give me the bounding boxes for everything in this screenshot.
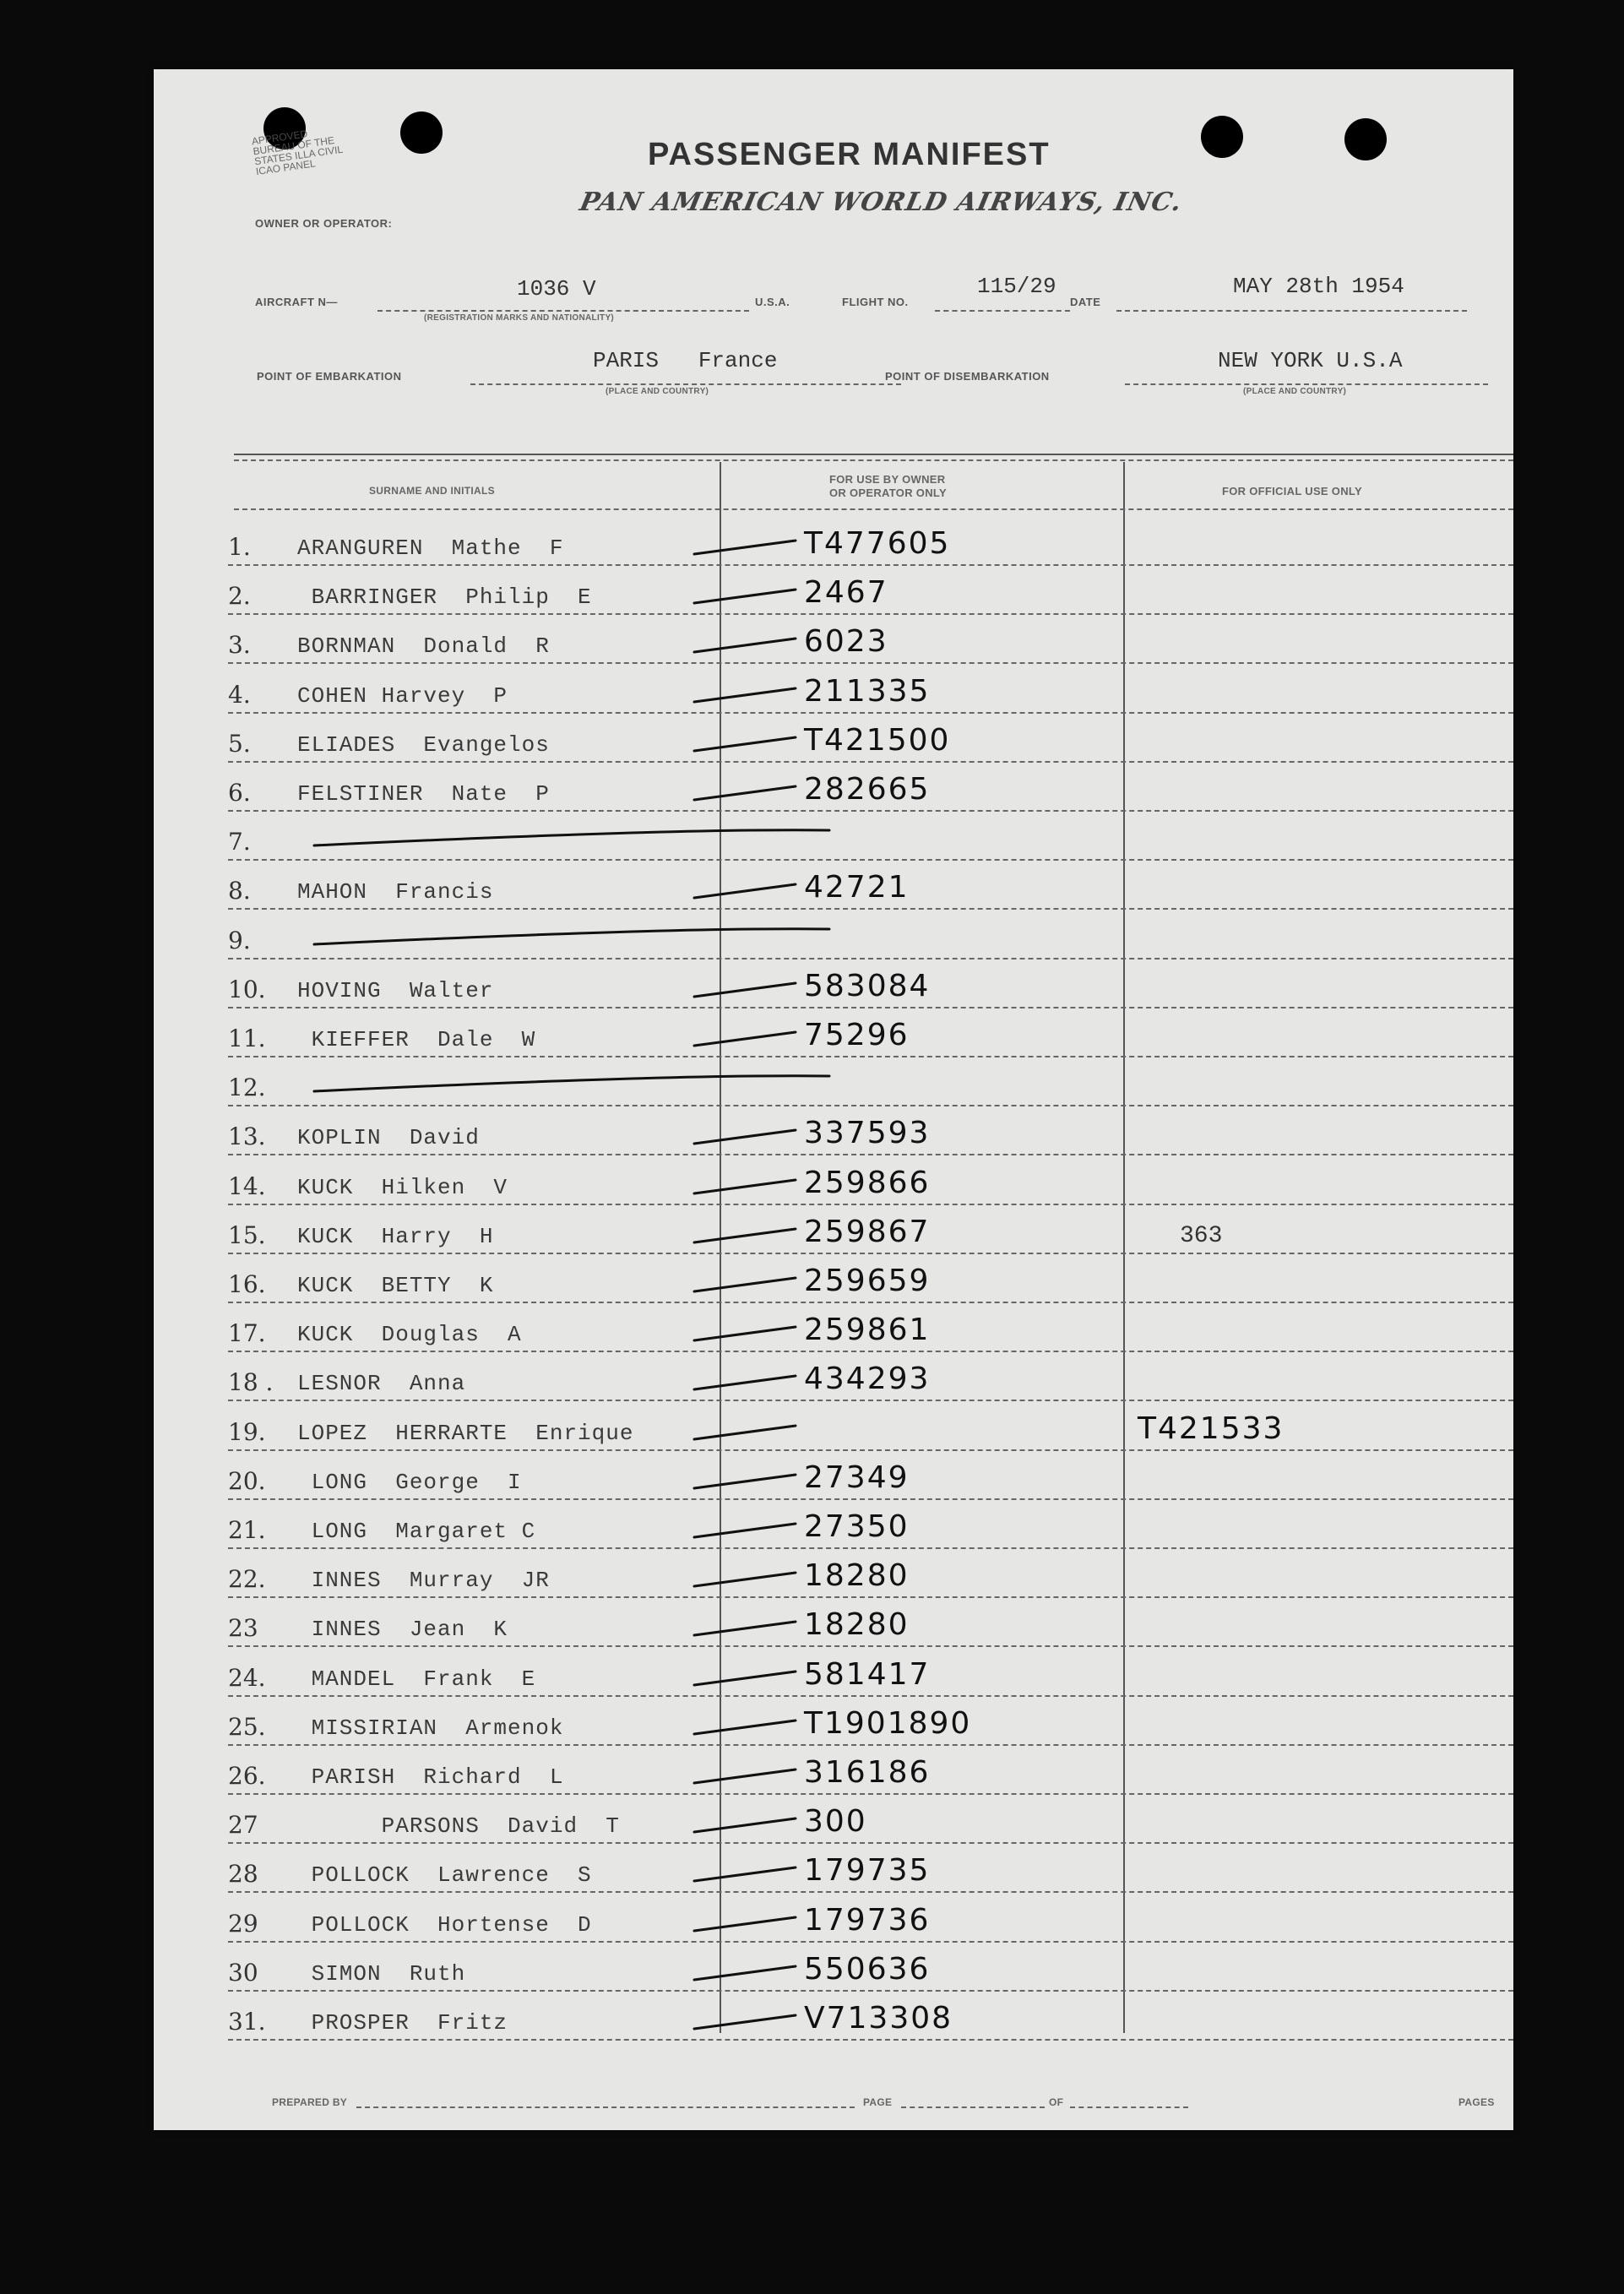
aircraft-underline	[377, 310, 749, 312]
header-rule	[234, 508, 1513, 510]
passenger-name: SIMON Ruth	[297, 1960, 466, 1987]
row-number: 21.	[228, 1516, 266, 1544]
check-mark	[154, 1205, 1513, 1254]
table-row	[154, 1205, 1513, 1254]
registration-caption: (REGISTRATION MARKS AND NATIONALITY)	[424, 313, 615, 323]
page-underline	[901, 2106, 1045, 2108]
passenger-name: LOPEZ HERRARTE Enrique	[297, 1420, 634, 1446]
row-number: 16.	[228, 1270, 266, 1298]
aircraft-value: 1036 V	[517, 276, 596, 302]
row-number: 5.	[228, 729, 251, 758]
passenger-name: COHEN Harvey P	[297, 682, 508, 709]
check-mark	[154, 1254, 1513, 1303]
disembark-value: NEW YORK U.S.A	[1218, 348, 1403, 373]
document-number: 434293	[804, 1362, 931, 1397]
row-number: 29	[228, 1909, 258, 1938]
document-number: 75296	[804, 1018, 910, 1052]
document-number: T421500	[804, 722, 951, 758]
disembark-underline	[1125, 383, 1488, 385]
document-number: 259861	[804, 1313, 931, 1348]
document-number: 179736	[804, 1902, 931, 1938]
usa-label: U.S.A.	[755, 296, 790, 308]
punch-hole	[1344, 118, 1387, 160]
table-row	[154, 1844, 1513, 1893]
check-mark	[154, 763, 1513, 812]
document-number: 259659	[804, 1264, 931, 1298]
table-row	[154, 1451, 1513, 1500]
row-number: 30	[228, 1958, 258, 1987]
check-mark	[154, 911, 1513, 959]
passenger-name: KOPLIN David	[297, 1125, 480, 1151]
check-mark	[154, 566, 1513, 615]
passenger-name: LESNOR Anna	[297, 1371, 466, 1397]
document-number: 18280	[804, 1558, 910, 1594]
row-number: 28	[228, 1860, 258, 1889]
document-number: 282665	[804, 772, 931, 807]
row-number: 26.	[228, 1762, 266, 1790]
document-number: 179735	[804, 1853, 931, 1889]
document-number: T477605	[804, 526, 951, 561]
row-number: 13.	[228, 1123, 266, 1151]
check-mark	[154, 1943, 1513, 1992]
table-row	[154, 1352, 1513, 1401]
embark-underline	[470, 383, 901, 385]
check-mark	[154, 1500, 1513, 1549]
table-row	[154, 959, 1513, 1008]
passenger-name: PARSONS David T	[297, 1813, 620, 1840]
check-mark	[154, 1992, 1513, 2041]
passenger-name: KUCK Hilken V	[297, 1174, 508, 1200]
table-row	[154, 566, 1513, 615]
check-mark	[154, 1008, 1513, 1057]
check-mark	[154, 1598, 1513, 1647]
table-row	[154, 517, 1513, 566]
passenger-name: LONG George I	[297, 1469, 522, 1495]
passenger-name: KUCK Harry H	[297, 1223, 494, 1249]
embark-label: POINT OF EMBARKATION	[257, 370, 402, 383]
check-mark	[154, 1795, 1513, 1844]
table-row	[154, 1106, 1513, 1155]
passenger-name: INNES Jean K	[297, 1617, 508, 1643]
page-title: PASSENGER MANIFEST	[648, 137, 1051, 172]
row-number: 1.	[228, 533, 251, 561]
check-mark	[154, 1697, 1513, 1746]
table-row	[154, 1156, 1513, 1205]
table-row	[154, 1795, 1513, 1844]
passenger-name: HOVING Walter	[297, 977, 494, 1003]
official-note: 363	[1180, 1222, 1223, 1249]
row-number: 2.	[228, 582, 251, 611]
disembark-label: POINT OF DISEMBARKATION	[885, 370, 1050, 383]
embark-value: PARIS France	[593, 348, 778, 373]
passenger-name: PROSPER Fritz	[297, 2010, 508, 2036]
row-number: 24.	[228, 1663, 266, 1692]
check-mark	[154, 1894, 1513, 1943]
check-mark	[154, 1844, 1513, 1893]
pages-label: PAGES	[1458, 2096, 1495, 2108]
document-number: 581417	[804, 1656, 931, 1692]
document-number: 27349	[804, 1460, 910, 1495]
passenger-name: KUCK BETTY K	[297, 1273, 494, 1298]
passenger-name: MISSIRIAN Armenok	[297, 1715, 564, 1741]
table-row	[154, 714, 1513, 763]
check-mark	[154, 1057, 1513, 1106]
row-number: 17.	[228, 1319, 266, 1348]
table-row	[154, 911, 1513, 959]
of-label: OF	[1049, 2096, 1064, 2108]
table-row	[154, 812, 1513, 861]
check-mark	[154, 1303, 1513, 1352]
owner-label: OWNER OR OPERATOR:	[255, 217, 393, 230]
column-header-official: FOR OFFICIAL USE ONLY	[1222, 485, 1362, 497]
passenger-name: FELSTINER Nate P	[297, 781, 550, 807]
document-number: 18280	[804, 1607, 910, 1643]
document-number: 300	[804, 1804, 867, 1840]
of-underline	[1070, 2106, 1188, 2108]
row-number: 7.	[228, 828, 251, 856]
check-mark	[154, 1746, 1513, 1795]
column-header-owner-1: FOR USE BY OWNER	[829, 473, 946, 486]
passenger-name: ARANGUREN Mathe F	[297, 535, 564, 561]
document-number: 583084	[804, 968, 931, 1003]
check-mark	[154, 714, 1513, 763]
row-number: 11.	[228, 1025, 266, 1052]
document-number: T1901890	[804, 1705, 972, 1741]
row-number: 31.	[228, 2008, 266, 2036]
table-row	[154, 1303, 1513, 1352]
check-mark	[154, 1352, 1513, 1401]
page-label: PAGE	[863, 2096, 893, 2108]
table-row	[154, 1943, 1513, 1992]
table-row	[154, 615, 1513, 664]
row-number: 19.	[228, 1417, 266, 1446]
table-row	[154, 763, 1513, 812]
prepared-label: PREPARED BY	[272, 2096, 348, 2108]
official-note: T421533	[1138, 1411, 1285, 1446]
table-top-rule-2	[234, 459, 1513, 461]
passenger-name: KUCK Douglas A	[297, 1322, 522, 1348]
passenger-name: BORNMAN Donald R	[297, 633, 550, 660]
passenger-name: BARRINGER Philip E	[297, 584, 592, 611]
check-mark	[154, 1549, 1513, 1598]
table-row	[154, 1402, 1513, 1451]
document-number: 2467	[804, 575, 888, 611]
row-number: 6.	[228, 779, 251, 807]
table-row	[154, 1992, 1513, 2041]
row-number: 8.	[228, 877, 251, 905]
table-row	[154, 1648, 1513, 1697]
table-row	[154, 665, 1513, 714]
table-row	[154, 1500, 1513, 1549]
row-number: 9.	[228, 926, 251, 954]
table-row	[154, 1008, 1513, 1057]
passenger-name: LONG Margaret C	[297, 1519, 536, 1544]
embark-caption: (PLACE AND COUNTRY)	[606, 387, 709, 396]
passenger-name: POLLOCK Lawrence S	[297, 1862, 592, 1889]
row-number: 20.	[228, 1466, 266, 1495]
airline-name: PAN AMERICAN WORLD AIRWAYS, INC.	[577, 188, 1186, 217]
flight-label: FLIGHT NO.	[842, 296, 909, 308]
row-number: 25.	[228, 1712, 266, 1741]
table-row	[154, 861, 1513, 910]
document-number: 259867	[804, 1214, 931, 1249]
check-mark	[154, 959, 1513, 1008]
column-header-owner-2: OR OPERATOR ONLY	[829, 487, 947, 499]
approval-stamp: APPROVED BUREAU OF THE STATES ILLA CIVIL ICAO PANEL	[251, 128, 344, 178]
passenger-name: ELIADES Evangelos	[297, 731, 550, 758]
document-number: 211335	[804, 673, 931, 709]
row-number: 23	[228, 1614, 258, 1643]
table-row	[154, 1697, 1513, 1746]
date-value: MAY 28th 1954	[1233, 274, 1404, 299]
document-number: 316186	[804, 1755, 931, 1790]
document-number: 337593	[804, 1116, 931, 1151]
row-number: 3.	[228, 631, 251, 660]
date-underline	[1116, 310, 1467, 312]
document-number: 259866	[804, 1165, 931, 1200]
disembark-caption: (PLACE AND COUNTRY)	[1243, 387, 1347, 396]
row-number: 27	[228, 1811, 258, 1840]
passenger-name: POLLOCK Hortense D	[297, 1911, 592, 1938]
row-number: 22.	[228, 1565, 266, 1594]
punch-hole	[400, 111, 443, 154]
check-mark	[154, 1402, 1513, 1451]
document-number: 42721	[804, 870, 910, 905]
passenger-name: KIEFFER Dale W	[297, 1027, 536, 1052]
column-header-name: SURNAME AND INITIALS	[369, 485, 495, 497]
passenger-name: MAHON Francis	[297, 879, 494, 905]
aircraft-label: AIRCRAFT N—	[255, 296, 338, 308]
row-number: 12.	[228, 1074, 266, 1102]
check-mark	[154, 1156, 1513, 1205]
flight-value: 115/29	[977, 274, 1056, 299]
table-top-rule	[234, 454, 1513, 455]
check-mark	[154, 517, 1513, 566]
check-mark	[154, 861, 1513, 910]
check-mark	[154, 812, 1513, 861]
row-number: 4.	[228, 680, 251, 709]
table-row	[154, 1598, 1513, 1647]
row-number: 18 .	[228, 1368, 274, 1397]
check-mark	[154, 1648, 1513, 1697]
document-number: 550636	[804, 1951, 931, 1987]
manifest-page	[154, 69, 1513, 2130]
row-number: 14.	[228, 1171, 266, 1200]
row-number: 15.	[228, 1220, 266, 1249]
passenger-name: INNES Murray JR	[297, 1568, 550, 1594]
punch-hole	[1201, 116, 1243, 158]
table-row	[154, 1746, 1513, 1795]
date-label: DATE	[1070, 296, 1101, 308]
document-number: V713308	[804, 2001, 953, 2036]
prepared-underline	[356, 2106, 855, 2108]
table-row	[154, 1057, 1513, 1106]
passenger-name: PARISH Richard L	[297, 1764, 564, 1790]
check-mark	[154, 1106, 1513, 1155]
document-number: 27350	[804, 1509, 910, 1544]
table-row	[154, 1894, 1513, 1943]
row-number: 10.	[228, 975, 266, 1003]
check-mark	[154, 665, 1513, 714]
check-mark	[154, 615, 1513, 664]
check-mark	[154, 1451, 1513, 1500]
table-row	[154, 1254, 1513, 1303]
document-number: 6023	[804, 624, 888, 660]
flight-underline	[935, 310, 1070, 312]
table-row	[154, 1549, 1513, 1598]
passenger-name: MANDEL Frank E	[297, 1666, 536, 1692]
